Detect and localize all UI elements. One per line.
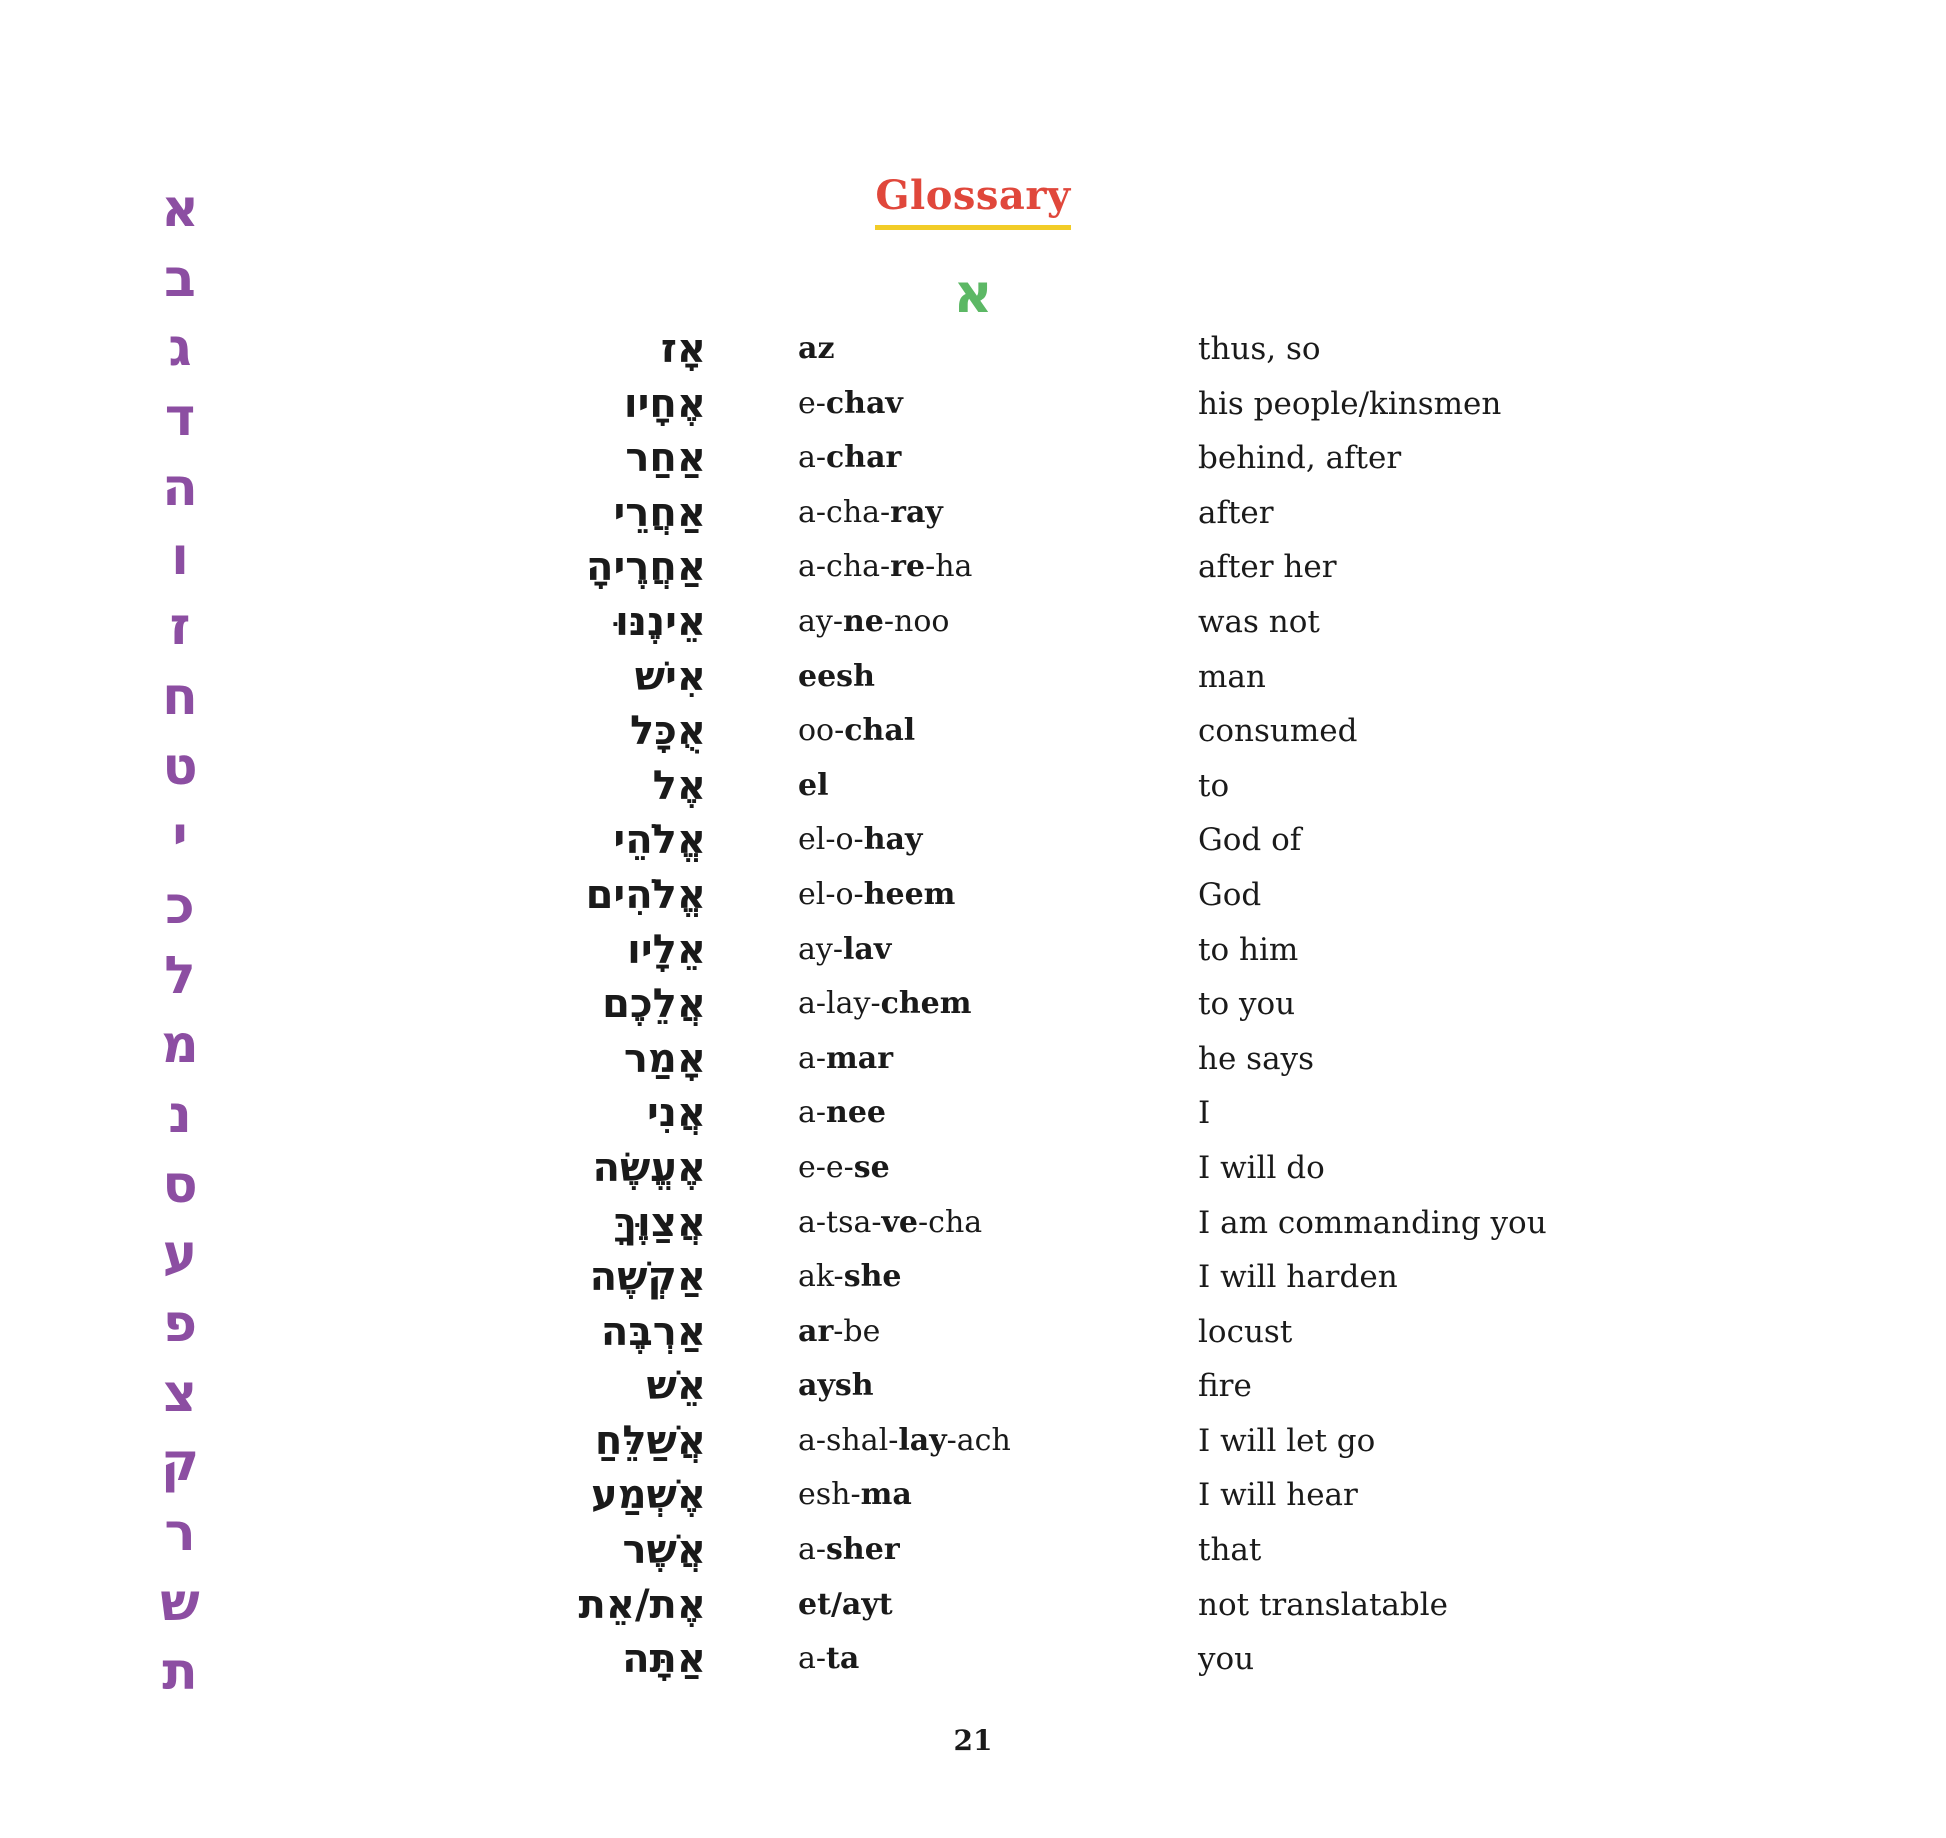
alphabet-letter: ה — [162, 457, 198, 518]
glossary-row — [0, 1250, 1946, 1305]
transliteration — [798, 1086, 886, 1140]
syllable: a- — [798, 1532, 827, 1568]
glossary-row — [0, 1632, 1946, 1687]
meaning: after — [1198, 494, 1274, 531]
meaning: thus, so — [1198, 331, 1321, 367]
transliteration — [798, 377, 903, 431]
alphabet-letter: ב — [164, 248, 196, 309]
meaning: I am commanding you — [1198, 1204, 1547, 1241]
transliteration — [798, 540, 972, 594]
stressed-syllable: chem — [880, 986, 972, 1022]
alphabet-letter: א — [161, 179, 199, 239]
alphabet-letter: ג — [168, 318, 192, 379]
stressed-syllable: mar — [826, 1040, 894, 1076]
stressed-syllable: ta — [826, 1641, 860, 1677]
section-letter: א — [953, 262, 993, 325]
transliteration — [798, 923, 891, 977]
alphabet-letter: ס — [162, 1154, 198, 1215]
meaning: man — [1198, 658, 1266, 695]
alphabet-letter: י — [172, 806, 188, 867]
hebrew-word: אֶחָיו — [623, 380, 706, 427]
transliteration — [798, 595, 949, 649]
hebrew-word: אִישׁ — [634, 653, 706, 700]
glossary-row — [0, 923, 1946, 978]
stressed-syllable: sher — [826, 1532, 900, 1568]
meaning: I will hear — [1198, 1477, 1358, 1514]
stressed-syllable: she — [843, 1259, 902, 1295]
glossary-entries — [0, 322, 1946, 1687]
transliteration — [798, 650, 875, 704]
meaning: not translatable — [1198, 1586, 1449, 1623]
alphabet-letter: נ — [168, 1084, 192, 1145]
glossary-row — [0, 431, 1946, 486]
stressed-syllable: az — [798, 331, 835, 366]
glossary-row — [0, 1359, 1946, 1414]
stressed-syllable: re — [890, 549, 926, 585]
stressed-syllable: hay — [863, 822, 923, 858]
meaning: I will do — [1198, 1149, 1325, 1186]
hebrew-word: אֶל — [652, 762, 706, 809]
stressed-syllable: chav — [825, 385, 903, 421]
glossary-row — [0, 322, 1946, 377]
hebrew-word: אֱלֹהֵי — [613, 817, 706, 864]
syllable: -ach — [946, 1422, 1011, 1458]
transliteration — [798, 1578, 893, 1632]
meaning: to you — [1198, 986, 1296, 1023]
meaning: he says — [1198, 1040, 1314, 1077]
transliteration — [798, 1032, 893, 1086]
glossary-row — [0, 868, 1946, 923]
syllable: ay- — [798, 931, 843, 967]
transliteration — [798, 1250, 901, 1304]
glossary-row — [0, 1578, 1946, 1633]
transliteration — [798, 1414, 1011, 1468]
stressed-syllable: ray — [890, 494, 943, 530]
meaning: I will let go — [1198, 1422, 1376, 1459]
syllable: a-cha- — [798, 494, 891, 530]
alphabet-letter: ט — [162, 736, 198, 797]
alphabet-letter: צ — [163, 1363, 197, 1424]
alphabet-letter: מ — [161, 1015, 199, 1076]
alphabet-letter: ו — [171, 527, 189, 588]
syllable: a-cha- — [798, 549, 891, 585]
transliteration — [798, 1468, 912, 1522]
syllable: ay- — [798, 603, 843, 639]
transliteration — [798, 431, 901, 485]
glossary-row — [0, 1414, 1946, 1469]
syllable: -be — [833, 1313, 881, 1349]
stressed-syllable: chal — [844, 713, 916, 749]
meaning: was not — [1198, 603, 1320, 640]
page-title-wrapper — [0, 172, 1946, 230]
glossary-row — [0, 813, 1946, 868]
syllable: a- — [798, 1641, 827, 1677]
transliteration — [798, 1305, 880, 1359]
meaning: I will harden — [1198, 1259, 1398, 1296]
hebrew-word: אַחֲרֶיהָ — [586, 544, 706, 591]
alphabet-letter: ת — [162, 1642, 198, 1703]
transliteration — [798, 813, 922, 867]
syllable: e-e- — [798, 1149, 854, 1185]
stressed-syllable: char — [826, 440, 902, 476]
hebrew-word: אֱלֹהִים — [585, 871, 706, 918]
alphabet-letter: פ — [162, 1294, 198, 1354]
stressed-syllable: ve — [881, 1204, 919, 1240]
meaning: that — [1198, 1532, 1262, 1569]
syllable: el-o- — [798, 876, 864, 912]
glossary-row — [0, 1086, 1946, 1141]
meaning: fire — [1198, 1368, 1252, 1405]
stressed-syllable: eesh — [798, 658, 875, 694]
meaning: to him — [1198, 931, 1299, 968]
meaning: God — [1198, 876, 1262, 913]
syllable: a-lay- — [798, 986, 881, 1022]
meaning: locust — [1198, 1313, 1293, 1350]
meaning: you — [1198, 1641, 1255, 1678]
stressed-syllable: lay — [898, 1422, 947, 1458]
stressed-syllable: el — [798, 767, 829, 803]
transliteration — [798, 1359, 874, 1413]
glossary-row — [0, 759, 1946, 814]
glossary-row — [0, 1196, 1946, 1251]
alphabet-letter: ע — [162, 1224, 198, 1285]
hebrew-word: אַחַר — [625, 435, 706, 482]
hebrew-word: אַתָּה — [622, 1636, 706, 1683]
syllable: a- — [798, 440, 827, 476]
alphabet-letter: ז — [169, 597, 191, 658]
meaning: behind, after — [1198, 440, 1402, 477]
hebrew-word: אַחֲרֵי — [613, 489, 706, 536]
page-title: Glossary — [875, 172, 1070, 230]
glossary-row — [0, 1523, 1946, 1578]
hebrew-word: אָמַר — [623, 1035, 706, 1082]
glossary-row — [0, 1468, 1946, 1523]
alphabet-letter: ד — [164, 388, 196, 449]
hebrew-word: אֲצַוֶּךָּ — [613, 1199, 706, 1246]
glossary-row — [0, 540, 1946, 595]
hebrew-word: אֶשְׁמַע — [590, 1472, 706, 1519]
syllable: e- — [798, 385, 826, 421]
hebrew-word: אֵלָיו — [627, 926, 706, 973]
glossary-row — [0, 1141, 1946, 1196]
stressed-syllable: aysh — [798, 1368, 874, 1404]
hebrew-word: אַקְשֶׁה — [589, 1254, 706, 1301]
stressed-syllable: ne — [842, 603, 884, 639]
alphabet-letter: ש — [160, 1572, 200, 1633]
syllable: el-o- — [798, 822, 864, 858]
syllable: a-shal- — [798, 1422, 899, 1458]
syllable: -cha — [918, 1204, 983, 1240]
transliteration — [798, 1523, 900, 1577]
hebrew-word: אֻכָּל — [630, 708, 706, 755]
transliteration — [798, 1141, 890, 1195]
hebrew-word: אֵשׁ — [646, 1363, 706, 1410]
meaning: God of — [1198, 822, 1302, 859]
syllable: ak- — [798, 1259, 844, 1295]
hebrew-word: אֶת/אֵת — [578, 1581, 706, 1628]
syllable: esh- — [798, 1477, 861, 1513]
meaning: after her — [1198, 549, 1337, 586]
glossary-row — [0, 977, 1946, 1032]
transliteration — [798, 486, 943, 540]
glossary-row — [0, 650, 1946, 705]
meaning: I — [1198, 1095, 1211, 1132]
glossary-row — [0, 377, 1946, 432]
page-number: 21 — [953, 1724, 993, 1757]
hebrew-word: אֲלֵכֶם — [602, 981, 706, 1028]
meaning: to — [1198, 767, 1230, 804]
hebrew-word: אַרְבֶּה — [600, 1308, 706, 1355]
alphabet-letter: ל — [164, 945, 196, 1006]
hebrew-word: אֲשֶׁר — [622, 1527, 706, 1574]
syllable: a-tsa- — [798, 1204, 882, 1240]
transliteration — [798, 322, 834, 376]
stressed-syllable: ar — [798, 1313, 834, 1349]
hebrew-word: אֵינֶנּוּ — [615, 598, 706, 645]
hebrew-word: אָז — [660, 326, 706, 372]
alphabet-letter: כ — [165, 875, 195, 936]
glossary-row — [0, 704, 1946, 759]
hebrew-word: אֶעֱשֶׂה — [592, 1144, 706, 1191]
stressed-syllable: nee — [826, 1095, 887, 1131]
alphabet-letter: ח — [162, 666, 198, 727]
stressed-syllable: se — [853, 1149, 890, 1185]
alphabet-letter: ק — [160, 1433, 200, 1494]
glossary-row — [0, 595, 1946, 650]
meaning: his people/kinsmen — [1198, 385, 1502, 422]
glossary-row — [0, 486, 1946, 541]
transliteration — [798, 1196, 982, 1250]
alphabet-letter: ר — [164, 1503, 196, 1564]
syllable: a- — [798, 1095, 827, 1131]
stressed-syllable: lav — [842, 931, 892, 967]
transliteration — [798, 759, 828, 813]
transliteration — [798, 704, 915, 758]
transliteration — [798, 1632, 859, 1686]
transliteration — [798, 868, 955, 922]
glossary-row — [0, 1305, 1946, 1360]
stressed-syllable: et/ayt — [798, 1586, 893, 1622]
stressed-syllable: heem — [863, 876, 956, 912]
syllable: a- — [798, 1040, 827, 1076]
transliteration — [798, 977, 972, 1031]
hebrew-word: אֲנִי — [646, 1090, 706, 1137]
stressed-syllable: ma — [860, 1477, 912, 1513]
syllable: -noo — [883, 603, 950, 639]
hebrew-word: אֲשַׁלֵּחַ — [594, 1417, 706, 1464]
syllable: oo- — [798, 713, 845, 749]
meaning: consumed — [1198, 713, 1358, 750]
syllable: -ha — [925, 549, 973, 585]
glossary-row — [0, 1032, 1946, 1087]
